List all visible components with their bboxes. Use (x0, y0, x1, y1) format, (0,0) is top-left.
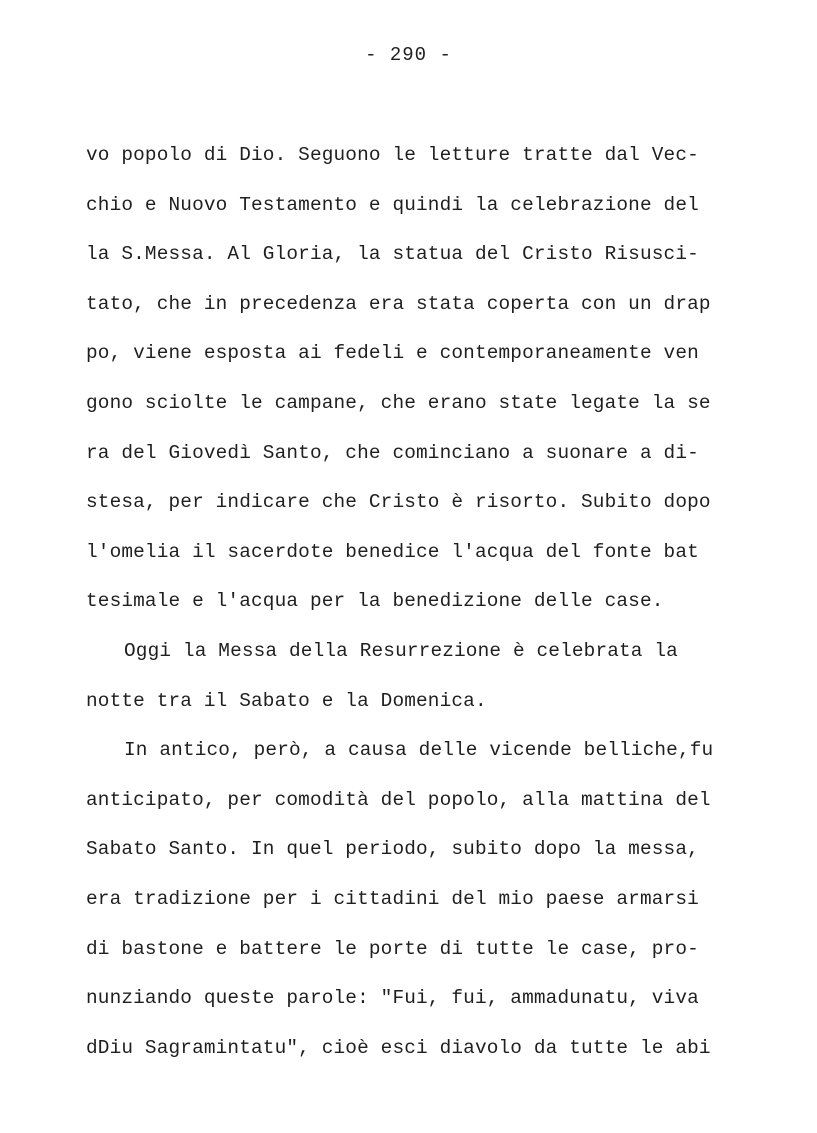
text-line: Sabato Santo. In quel periodo, subito dopo la messa, (86, 838, 699, 861)
paragraph-start-line: Oggi la Messa della Resurrezione è celebrata la (124, 639, 678, 662)
text-line: gono sciolte le campane, che erano state legate la se (86, 391, 711, 414)
text-line: tesimale e l'acqua per la benedizione delle case. (86, 590, 664, 613)
page-number: - 290 - (365, 44, 452, 66)
text-line: ra del Giovedì Santo, che cominciano a suonare a di- (86, 441, 699, 464)
text-line: tato, che in precedenza era stata coperta con un drap (86, 292, 711, 315)
text-line: dDiu Sagramintatu", cioè esci diavolo da tutte le abi (86, 1036, 711, 1059)
text-line: nunziando queste parole: "Fui, fui, ammadunatu, viva (86, 987, 699, 1010)
text-line: era tradizione per i cittadini del mio paese armarsi (86, 887, 699, 910)
paragraph-start-line: In antico, però, a causa delle vicende belliche,fu (124, 739, 714, 762)
text-line: po, viene esposta ai fedeli e contemporaneamente ven (86, 342, 699, 365)
text-line: notte tra il Sabato e la Domenica. (86, 689, 487, 712)
document-body (86, 131, 786, 1073)
text-line: vo popolo di Dio. Seguono le letture tratte dal Vec- (86, 144, 699, 166)
text-line: l'omelia il sacerdote benedice l'acqua del fonte bat (86, 540, 699, 563)
text-line: la S.Messa. Al Gloria, la statua del Cristo Risusci- (86, 243, 699, 266)
text-line: di bastone e battere le porte di tutte le case, pro- (86, 937, 699, 960)
text-line: stesa, per indicare che Cristo è risorto. Subito dopo (86, 491, 711, 514)
text-line: chio e Nuovo Testamento e quindi la celebrazione del (86, 193, 699, 216)
text-line: anticipato, per comodità del popolo, alla mattina del (86, 788, 711, 811)
